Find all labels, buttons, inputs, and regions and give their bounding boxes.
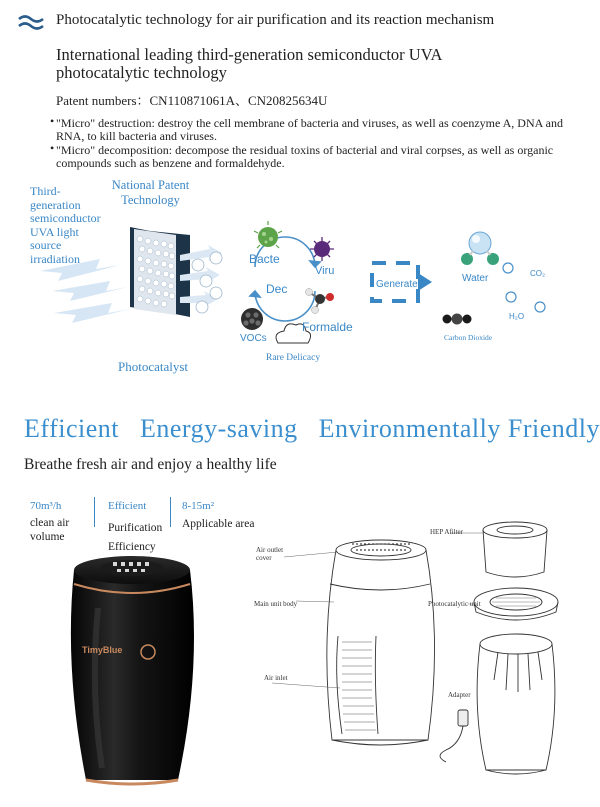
- spec-efficiency-value: Efficient: [108, 500, 147, 512]
- double-wave-icon: [18, 13, 44, 31]
- air-purifier-product-image: [58, 548, 208, 800]
- formaldehyde-label: Formalde: [302, 320, 353, 334]
- bullet-decomposition-text: "Micro" decomposition: decompose the residual toxins of bacterial and viral corpses, as well as organic compounds such as benzene and formaldehyde.: [56, 143, 554, 170]
- adapter-label: Adapter: [448, 691, 471, 699]
- decomposition-cycle: [250, 237, 320, 321]
- uva-label: Third-generation semiconductor UVA light source irradiation: [30, 184, 101, 266]
- water-molecule-icon: [461, 232, 499, 265]
- main-body-label: Main unit body: [254, 600, 298, 608]
- brand-logo: TimyBlue: [82, 645, 123, 655]
- spec-area-value: 8-15m²: [182, 500, 215, 512]
- spec-efficiency-label: Purification Efficiency: [108, 522, 163, 553]
- spec-airflow: [30, 500, 90, 544]
- vocs-label: VOCs: [240, 333, 267, 344]
- formaldehyde-icon: [306, 289, 335, 314]
- spec-airflow-value: 70m³/h: [30, 500, 62, 512]
- bullet-decomposition: [50, 141, 576, 170]
- bullet-dot: •: [50, 141, 55, 155]
- carbon-dioxide-label: Carbon Dioxide: [444, 333, 493, 342]
- air-inlet-label: Air inlet: [264, 674, 288, 682]
- uv-light-arrows: [40, 259, 130, 323]
- photocatalyst-label: Photocatalyst: [118, 359, 189, 374]
- page-title: Photocatalytic technology for air purification and its reaction mechanism: [56, 12, 495, 28]
- bacteria-icon: [254, 221, 282, 248]
- h2o-label: H₂O: [509, 312, 525, 321]
- marketing-tagline: Breathe fresh air and enjoy a healthy life: [24, 456, 277, 473]
- adapter-icon: [440, 710, 468, 762]
- patent-numbers: Patent numbers：CN110871061A、CN20825634U: [56, 93, 328, 108]
- spec-area-label: Applicable area: [182, 518, 255, 530]
- bullet-dot: •: [50, 114, 55, 128]
- bullet-destruction-text: "Micro" destruction: destroy the cell membrane of bacteria and viruses, as well as coenzyme A, DNA and RNA, to kill bacteria and viruses.: [56, 116, 563, 143]
- dec-label: Dec: [266, 282, 288, 296]
- marketing-headline: Efficient Energy-saving Environmentally Friendly: [24, 414, 600, 443]
- virus-label: Viru: [315, 265, 335, 277]
- spec-airflow-label: clean air volume: [30, 517, 70, 543]
- bullet-destruction: [50, 114, 576, 143]
- carbon-dioxide-icon: [443, 314, 472, 325]
- photocatalyst-panel: [130, 227, 190, 317]
- exploded-view-diagram: [250, 520, 595, 795]
- generate-label: Generate: [376, 279, 418, 290]
- photocatalytic-unit-label: Photocatalytic unit: [428, 600, 481, 608]
- spec-divider: [170, 497, 171, 527]
- vocs-icon: [241, 308, 263, 330]
- air-outlet-label: Air outlet cover: [256, 546, 284, 562]
- spec-divider: [94, 497, 95, 527]
- bacteria-label: Bacte: [249, 252, 280, 266]
- technology-subtitle: International leading third-generation semiconductor UVA photocatalytic technology: [56, 45, 442, 82]
- hepa-filter-label: HEP Afilter: [430, 528, 463, 536]
- co2-label: CO₂: [530, 269, 546, 278]
- water-label: Water: [462, 273, 489, 284]
- patent-tech-label: National Patent Technology: [111, 178, 190, 207]
- radical-bubbles: [192, 252, 222, 313]
- rare-label: Rare Delicacy: [266, 353, 321, 363]
